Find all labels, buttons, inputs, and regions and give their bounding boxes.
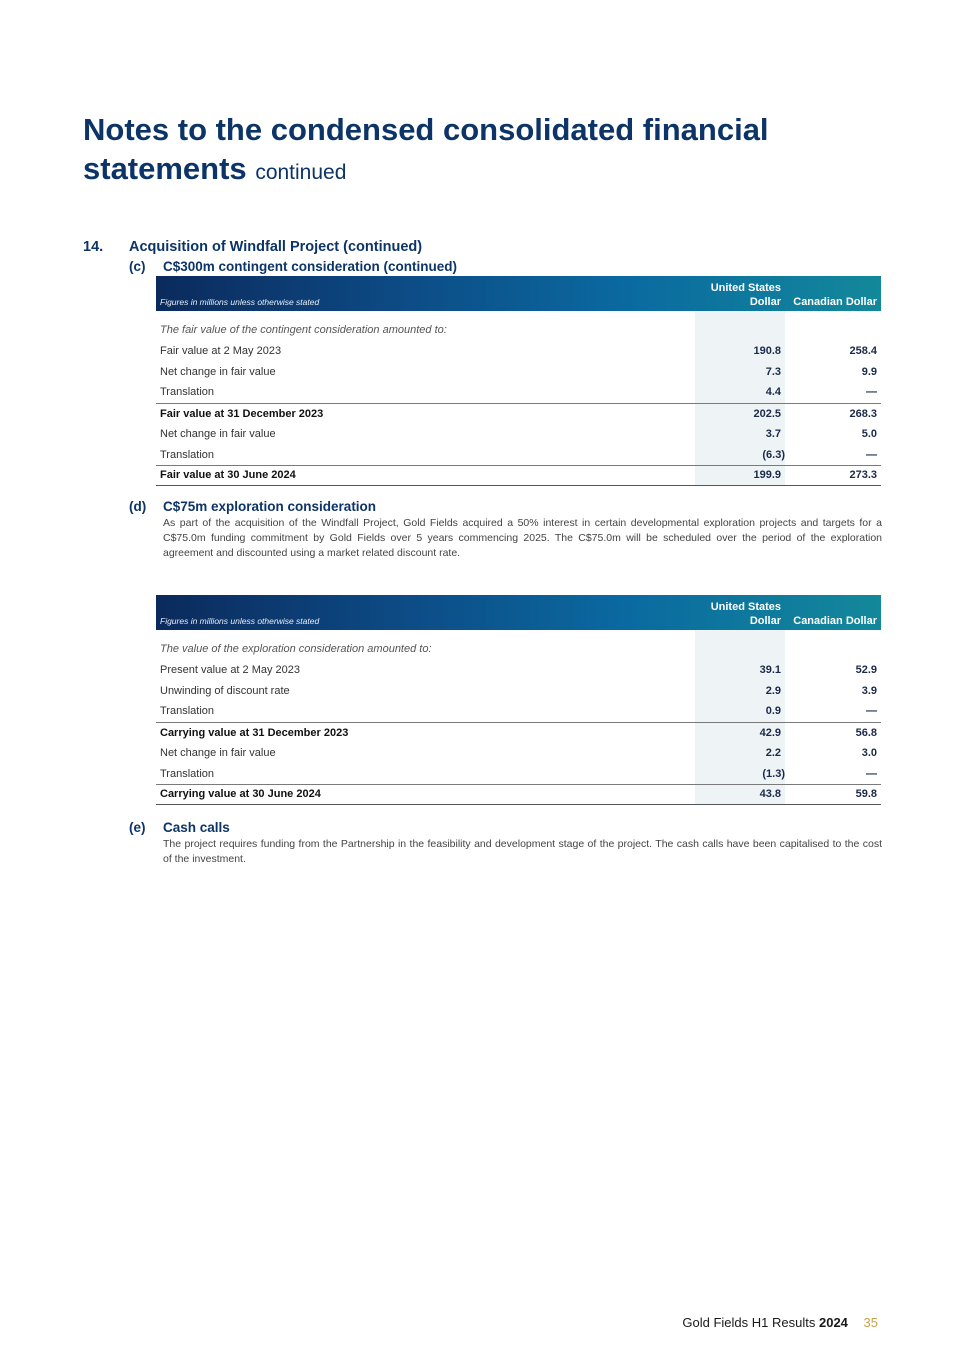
- table-row: [156, 660, 881, 681]
- row-ca-value: 268.3: [785, 403, 881, 424]
- row-us-value: 4.4: [695, 382, 785, 403]
- table-row: [156, 424, 881, 445]
- table-row: [156, 382, 881, 403]
- subsection-d-text: As part of the acquisition of the Windfall Project, Gold Fields acquired a 50% interest in certain developmental exploration projects and targets for a C$75.0m funding commitment by Gold Fields over 5 years commencing 2025. The C$75.0m will be scheduled over the period of the exploration agreement and discounted using a market related discount rate.: [163, 517, 882, 559]
- exploration-consideration-table: [156, 595, 881, 805]
- table-intro-row: [156, 638, 881, 660]
- row-ca-value: 52.9: [855, 664, 877, 677]
- row-label: Fair value at 31 December 2023: [156, 403, 695, 424]
- row-ca-value: 59.8: [785, 784, 881, 805]
- page-number: 35: [863, 1315, 878, 1330]
- row-label: Carrying value at 30 June 2024: [156, 784, 695, 805]
- row-us-value: (6.3): [695, 444, 785, 465]
- table-intro-row: [156, 319, 881, 341]
- table-header-label: Figures in millions unless otherwise stated: [160, 297, 320, 307]
- table-row: [156, 763, 881, 784]
- row-us-value: 199.9: [695, 465, 785, 486]
- table-row: [156, 701, 881, 722]
- column-header-us: United States Dollar: [710, 601, 781, 627]
- row-us-value: 39.1: [695, 660, 785, 681]
- subsection-e-title: Cash calls: [163, 820, 230, 835]
- row-label: Translation: [160, 448, 215, 461]
- row-us-value: 2.2: [695, 743, 785, 764]
- table-header-label: Figures in millions unless otherwise stated: [160, 616, 320, 626]
- row-ca-value: —: [866, 705, 877, 718]
- row-us-value: 43.8: [695, 784, 785, 805]
- row-label: Carrying value at 31 December 2023: [156, 722, 695, 743]
- table-row: [156, 362, 881, 383]
- table-header: [156, 595, 881, 630]
- column-header-us: United States Dollar: [710, 282, 781, 308]
- contingent-consideration-table: [156, 276, 881, 486]
- row-ca-value: —: [866, 448, 877, 461]
- row-ca-value: 5.0: [861, 428, 877, 441]
- subsection-e-text: The project requires funding from the Partnership in the feasibility and development stage of the project. The cash calls have been capitalised to the cost of the investment.: [163, 838, 882, 865]
- page-title: [83, 110, 903, 192]
- row-ca-value: —: [866, 767, 877, 780]
- subsection-e-letter: (e): [129, 820, 146, 835]
- row-us-value: 7.3: [695, 362, 785, 383]
- table-row: [156, 341, 881, 362]
- table-header: [156, 276, 881, 311]
- section-title: Acquisition of Windfall Project (continued): [129, 239, 423, 255]
- row-label: Fair value at 2 May 2023: [160, 345, 282, 358]
- subsection-d-letter: (d): [129, 499, 147, 514]
- row-label: Translation: [160, 767, 215, 780]
- section-number: 14.: [83, 239, 104, 255]
- column-header-ca: Canadian Dollar: [793, 615, 877, 627]
- row-label: Present value at 2 May 2023: [160, 664, 301, 677]
- row-label: Unwinding of discount rate: [160, 685, 290, 698]
- subsection-c-letter: (c): [129, 259, 146, 274]
- footer-year: 2024: [818, 1315, 848, 1330]
- row-label: Net change in fair value: [160, 366, 276, 379]
- page-footer: [682, 1315, 878, 1330]
- column-header-ca: Canadian Dollar: [793, 296, 877, 308]
- table-row-total: [156, 465, 881, 486]
- table-row-subtotal: [156, 722, 881, 743]
- table-row-subtotal: [156, 403, 881, 424]
- row-us-value: 42.9: [695, 722, 785, 743]
- row-label: Net change in fair value: [160, 428, 276, 441]
- table-intro: The value of the exploration consideration amounted to:: [160, 643, 432, 655]
- row-ca-value: —: [866, 386, 877, 399]
- footer-report-name: Gold Fields H1 Results: [682, 1315, 816, 1330]
- row-us-value: 3.7: [695, 424, 785, 445]
- subsection-c-title: C$300m contingent consideration (continued): [163, 259, 458, 274]
- page-title-main: Notes to the condensed consolidated financial statements: [83, 112, 769, 186]
- table-intro: The fair value of the contingent consideration amounted to:: [160, 324, 447, 336]
- row-label: Translation: [160, 705, 215, 718]
- subsection-d-title: C$75m exploration consideration: [163, 499, 377, 514]
- row-us-value: 0.9: [695, 701, 785, 722]
- row-label: Net change in fair value: [160, 747, 276, 760]
- row-ca-value: 3.9: [861, 685, 877, 698]
- table-row: [156, 444, 881, 465]
- row-ca-value: 258.4: [849, 345, 877, 358]
- row-ca-value: 3.0: [861, 747, 877, 760]
- table-row: [156, 681, 881, 702]
- row-us-value: 190.8: [695, 341, 785, 362]
- table-row-total: [156, 784, 881, 805]
- row-label: Translation: [160, 386, 215, 399]
- row-ca-value: 273.3: [785, 465, 881, 486]
- row-ca-value: 56.8: [785, 722, 881, 743]
- page-title-suffix: continued: [255, 161, 347, 184]
- table-row: [156, 743, 881, 764]
- row-us-value: 202.5: [695, 403, 785, 424]
- row-us-value: (1.3): [695, 763, 785, 784]
- row-label: Fair value at 30 June 2024: [156, 465, 695, 486]
- row-ca-value: 9.9: [861, 366, 877, 379]
- row-us-value: 2.9: [695, 681, 785, 702]
